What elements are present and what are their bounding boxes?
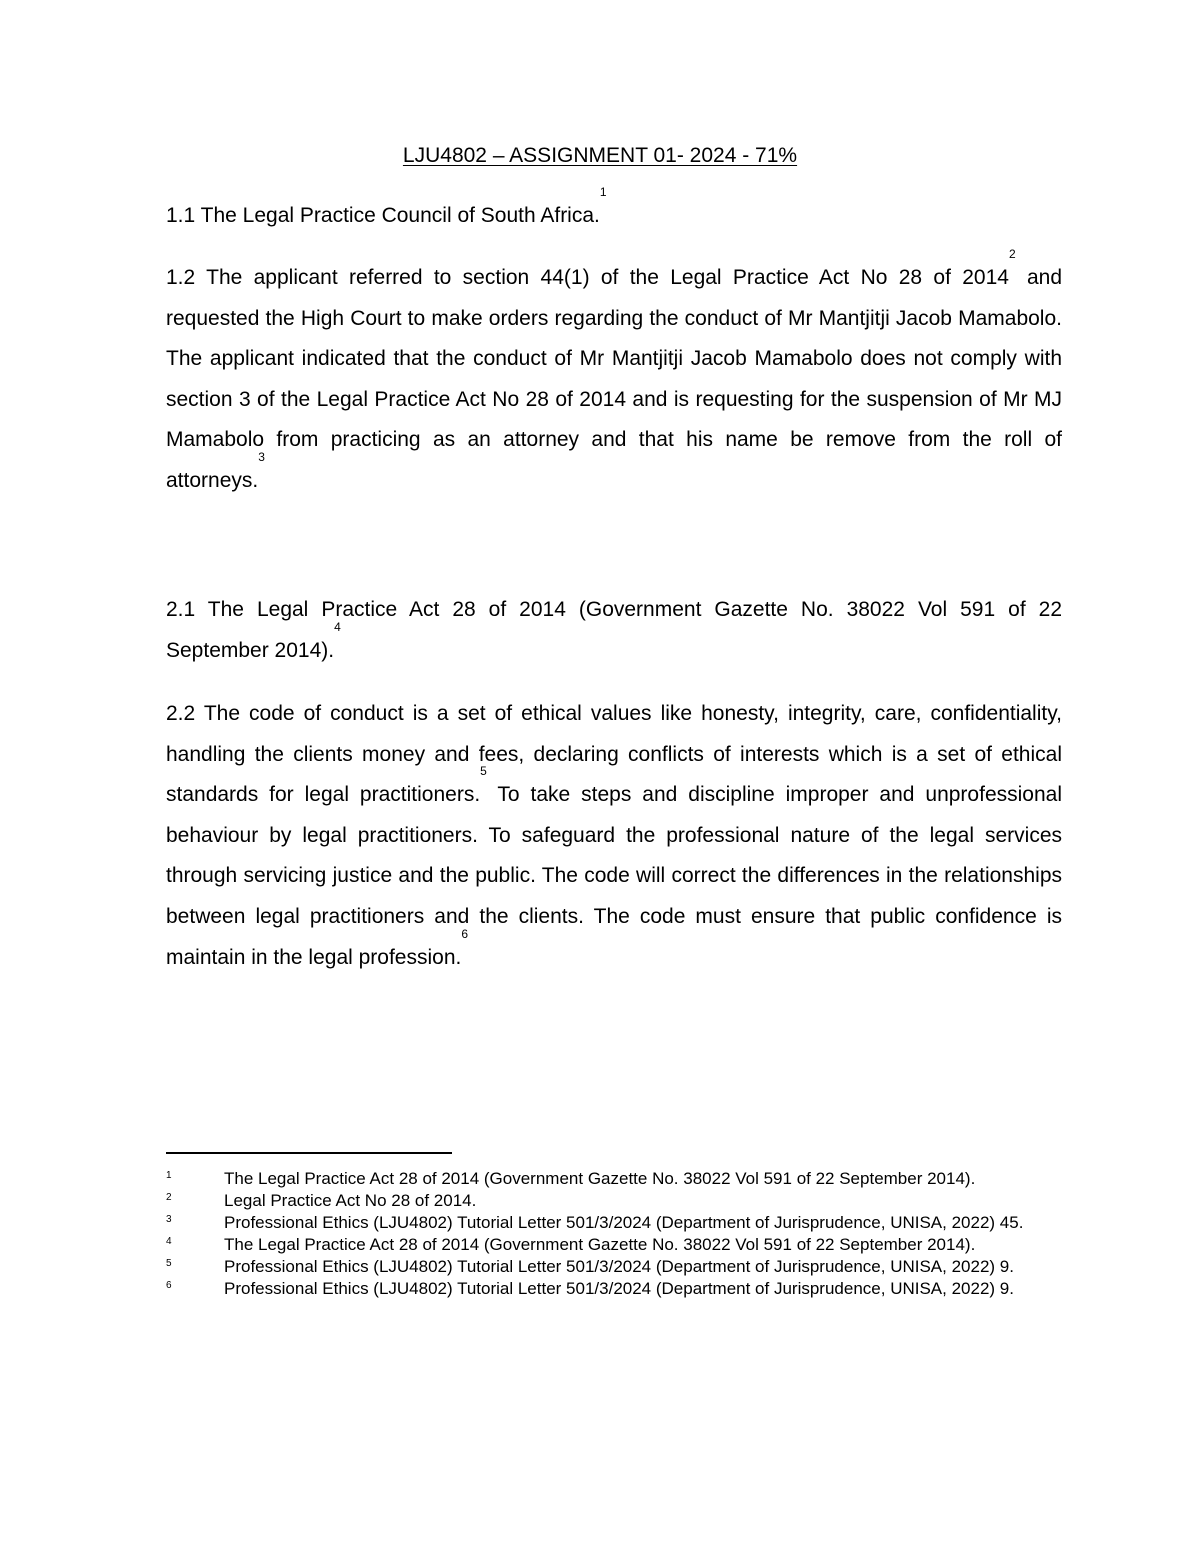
paragraph-1-2-text-a: 1.2 The applicant referred to section 44(1) of the Legal Practice Act No 28 of 2014	[166, 266, 1009, 289]
footnote-item	[166, 1190, 1062, 1212]
footnote-text: Professional Ethics (LJU4802) Tutorial Letter 501/3/2024 (Department of Jurisprudence, UNISA, 2022) 9.	[224, 1257, 1014, 1276]
footnote-text: Legal Practice Act No 28 of 2014.	[224, 1191, 477, 1210]
footnote-item	[166, 1168, 1062, 1190]
paragraph-2-2-text-a: 2.2 The code of conduct is a set of ethical values like honesty, integrity, care, confidentiality, handling the clients money and fees, declaring conflicts of interests which is a set of ethical standards for legal practitioners.	[166, 702, 1062, 807]
footnote-text: Professional Ethics (LJU4802) Tutorial Letter 501/3/2024 (Department of Jurisprudence, UNISA, 2022) 45.	[224, 1213, 1024, 1232]
footnote-item	[166, 1256, 1062, 1278]
footnote-text: The Legal Practice Act 28 of 2014 (Government Gazette No. 38022 Vol 591 of 22 September 2014).	[224, 1169, 976, 1188]
paragraph-2-2-text-b: To take steps and discipline improper and unprofessional behaviour by legal practitioners. To safeguard the professional nature of the legal services through servicing justice and the public. The code will correct the differences in the relationships between legal practitioners and the clients. The code must ensure that public confidence is maintain in the legal profession.	[166, 783, 1062, 969]
paragraph-1-1-text: 1.1 The Legal Practice Council of South Africa.	[166, 204, 600, 227]
footnote-number: 2	[166, 1192, 172, 1203]
document-title: LJU4802 – ASSIGNMENT 01- 2024 - 71%	[402, 144, 798, 167]
footnote-ref-3: 3	[258, 449, 265, 464]
footnote-number: 3	[166, 1214, 172, 1225]
paragraph-2-1	[166, 590, 1062, 671]
paragraph-1-2-text-b: and requested the High Court to make orders regarding the conduct of Mr Mantjitji Jacob Mamabolo. The applicant indicated that the conduct of Mr Mantjitji Jacob Mamabolo does not comply with section 3 of the Legal Practice Act No 28 of 2014 and is requesting for the suspension of Mr MJ Mamabolo from practicing as an attorney and that his name be remove from the roll of attorneys.	[166, 266, 1063, 492]
paragraph-2-1-text: 2.1 The Legal Practice Act 28 of 2014 (Government Gazette No. 38022 Vol 591 of 22 September 2014).	[166, 598, 1062, 662]
footnote-number: 5	[166, 1258, 172, 1269]
footnote-separator	[166, 1152, 452, 1154]
paragraph-1-2	[166, 247, 1063, 502]
footnote-number: 1	[166, 1170, 172, 1181]
footnote-item	[166, 1278, 1062, 1300]
footnote-text: Professional Ethics (LJU4802) Tutorial Letter 501/3/2024 (Department of Jurisprudence, UNISA, 2022) 9.	[224, 1279, 1014, 1298]
paragraph-1-1	[166, 185, 1062, 237]
footnote-ref-2: 2	[1008, 247, 1016, 261]
footnote-number: 6	[166, 1280, 172, 1291]
footnotes-list	[166, 1168, 1062, 1300]
footnote-ref-1: 1	[599, 185, 607, 199]
footnote-item	[166, 1212, 1062, 1234]
document-title-block	[0, 142, 1200, 170]
footnote-text: The Legal Practice Act 28 of 2014 (Government Gazette No. 38022 Vol 591 of 22 September 2014).	[224, 1235, 976, 1254]
footnote-ref-5: 5	[480, 764, 487, 779]
footnote-number: 4	[166, 1236, 172, 1247]
paragraph-2-2	[166, 694, 1062, 978]
footnote-item	[166, 1234, 1062, 1256]
footnote-ref-6: 6	[461, 926, 469, 941]
footnote-ref-4: 4	[334, 619, 341, 634]
